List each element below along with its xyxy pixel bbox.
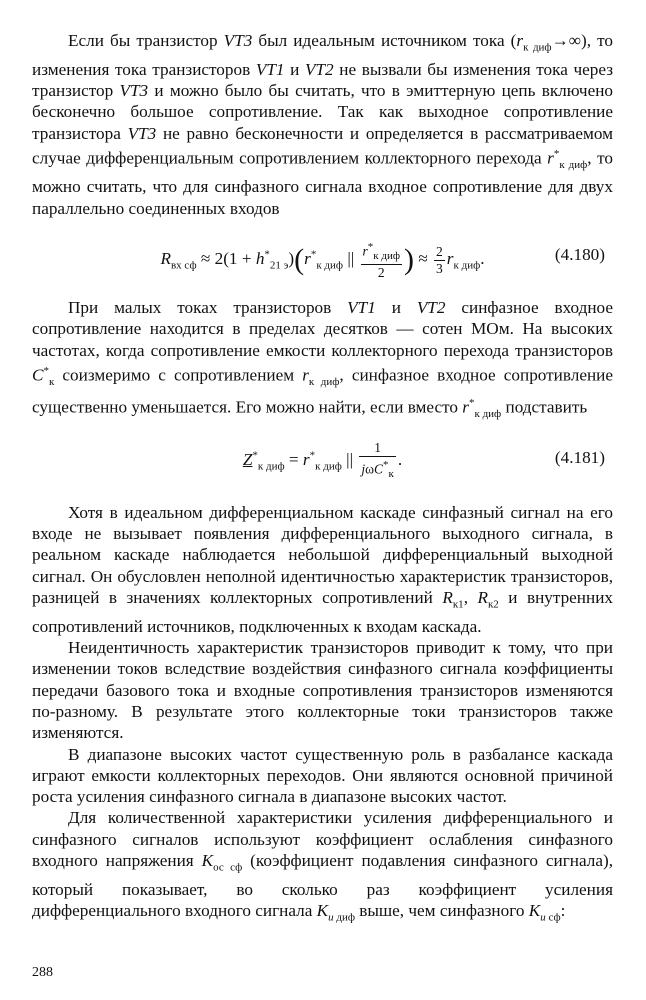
page-body: [32, 30, 613, 929]
equation-4-180-formula: $R_{вх сф} \approx 2(1 + h^*_{21 э})(r^*_{к диф}$ || $\frac{r^*_{к диф}}{2}$ ) ≈ $\frac{2}{3}$ $r_{к диф}$.: [160, 240, 485, 281]
paragraph-4: Неидентичность характеристик транзисторов приводит к тому, что при изменении токов вследствие воздействия синфазного сигнала коэффициенты передачи базового тока и входные сопротивления транзисторов изменяются по-разному. В результате этого коллекторные токи транзисторов также изменяются.: [32, 638, 613, 743]
equation-number-4-181: (4.181): [554, 447, 605, 467]
paragraph-1: Если бы транзистор VT3 был идеальным источником тока $(r_{к диф}\to\infty)$, то изменения тока транзисторов VT1 и VT2 не вызвали бы изменения тока через транзистор VT3 и можно было бы считать, что в эмиттерную цепь включено бесконечно большое сопротивление. Так как выходное сопротивление транзистора VT3 не равно бесконечности и определяется в рассматриваемом случае дифференциальным сопротивлением коллекторного перехода $r^*_{к диф}$, то можно считать, что для синфазного сигнала входное сопротивление для двух параллельно соединенных входов: [32, 31, 614, 218]
equation-4-181: [32, 430, 613, 490]
equation-4-180: [32, 227, 613, 287]
paragraph-3: Хотя в идеальном дифференциальном каскаде синфазный сигнал на его входе не вызывает появления дифференциального выходного сигнала, в реальном каскаде наблюдается небольшой дифференциальный выходной сигнал. Он обусловлен неполной идентичностью характеристик транзисторов, разницей в значениях коллекторных сопротивлений $R_{к1}$, $R_{к2}$ и внутренних сопротивлений источников, подключенных к входам каскада.: [32, 502, 613, 636]
equation-4-181-formula: $Z^*_{к диф} = r^*_{к диф}$ || $\frac{1}{j\omega C^*_к}$ .: [242, 439, 403, 480]
paragraph-2: При малых токах транзисторов VT1 и VT2 синфазное входное сопротивление находится в пределах десятков — сотен МОм. На высоких частотах, когда сопротивление емкости коллекторного перехода транзисторов $C^*_к$ соизмеримо с сопротивлением $r_{к диф}$, синфазное входное сопротивление существенно уменьшается. Его можно найти, если вместо $r^*_{к диф}$ подставить: [32, 297, 613, 421]
equation-number-4-180: (4.180): [554, 244, 605, 264]
page-number: 288: [32, 965, 53, 980]
paragraph-6: Для количественной характеристики усиления дифференциального и синфазного сигналов используют коэффициент ослабления синфазного входного напряжения $K_{ос сф}$ (коэффициент подавления синфазного сигнала), который показывает, во сколько раз коэффициент усиления дифференциального входного сигнала $K_{и диф}$ выше, чем синфазного $K_{и сф}$:: [32, 808, 613, 924]
paragraph-5: В диапазоне высоких частот существенную роль в разбалансе каскада играют емкости коллекторных переходов. Они являются основной причиной роста усиления синфазного сигнала в диапазоне высоких частот.: [32, 744, 613, 807]
